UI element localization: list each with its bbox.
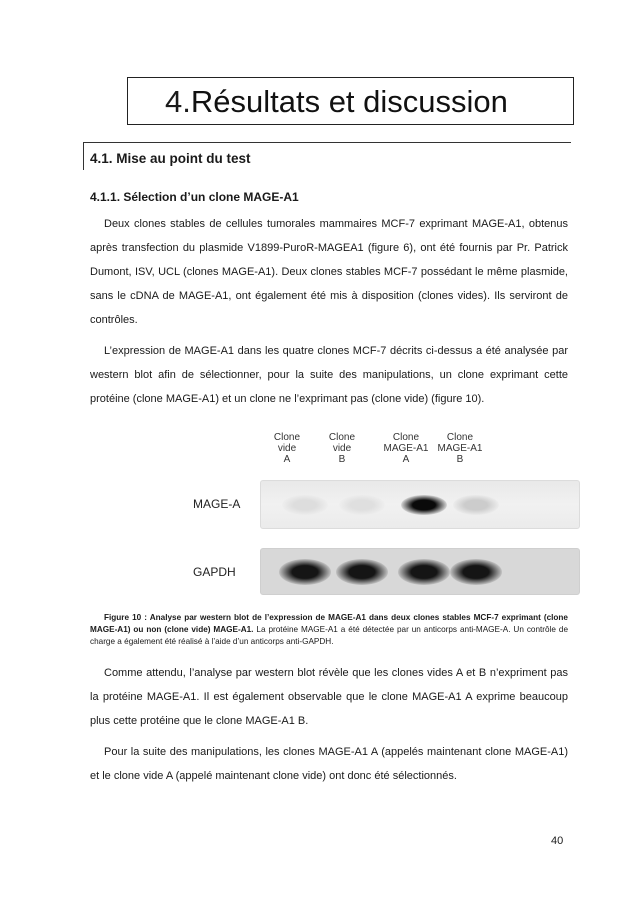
blot-band <box>336 559 388 585</box>
lane-label-4 <box>431 432 489 465</box>
figure-caption-title: Figure 10 : Analyse par western blot de l’expression de MAGE-A1 dans deux clones stables MCF-7 exprimant (clone MAGE-A1) ou non (clone vide) MAGE-A1. <box>90 613 568 634</box>
lane-3-line-2: MAGE-A1 <box>383 443 429 454</box>
blot-band <box>453 495 499 515</box>
blot-band <box>282 495 328 515</box>
blot-mage-a <box>260 480 580 529</box>
lane-1-line-3: A <box>283 454 291 465</box>
section-heading: 4.1. Mise au point du test <box>90 151 251 166</box>
paragraph-3: Comme attendu, l’analyse par western blot révèle que les clones vides A et B n’expriment pas la protéine MAGE-A1. Il est également observable que le clone MAGE-A1 A exprime beaucoup plus cette protéine que le clone MAGE-A1 B. <box>90 667 568 727</box>
lane-3-line-1: Clone <box>392 432 420 443</box>
blot-label-mage: MAGE-A <box>193 497 241 511</box>
blot-band <box>450 559 502 585</box>
lane-label-3 <box>377 432 435 465</box>
page-number: 40 <box>551 835 564 847</box>
section-rule-horizontal <box>83 142 571 143</box>
figure-caption <box>90 612 568 648</box>
paragraph-2: L’expression de MAGE-A1 dans les quatre clones MCF-7 décrits ci-dessus a été analysée par western blot afin de sélectionner, pour la suite des manipulations, un clone exprimant cette protéine (clone MAGE-A1) et un clone ne l’exprimant pas (clone vide) (figure 10). <box>90 345 568 405</box>
blot-gapdh <box>260 548 580 595</box>
lane-1-line-2: vide <box>277 443 297 454</box>
lane-2-line-2: vide <box>332 443 352 454</box>
blot-band <box>401 495 447 515</box>
chapter-title-text: Résultats et discussion <box>190 84 508 119</box>
lane-label-2 <box>313 432 371 465</box>
chapter-title <box>165 84 508 120</box>
lane-3-line-3: A <box>402 454 410 465</box>
blot-band <box>398 559 450 585</box>
lane-4-line-2: MAGE-A1 <box>437 443 483 454</box>
lane-1-line-1: Clone <box>273 432 301 443</box>
lane-2-line-1: Clone <box>328 432 356 443</box>
section-rule-vertical <box>83 142 84 170</box>
blot-band <box>279 559 331 585</box>
blot-label-gapdh: GAPDH <box>193 565 236 579</box>
paragraph-4: Pour la suite des manipulations, les clones MAGE-A1 A (appelés maintenant clone MAGE-A1) et le clone vide A (appelé maintenant clone vide) ont donc été sélectionnés. <box>90 746 568 782</box>
paragraph-1: Deux clones stables de cellules tumorales mammaires MCF-7 exprimant MAGE-A1, obtenus après transfection du plasmide V1899-PuroR-MAGEA1 (figure 6), ont été fournis par Pr. Patrick Dumont, ISV, UCL (clones MAGE-A1). Deux clones stables MCF-7 possédant le même plasmide, sans le cDNA de MAGE-A1, ont également été mis à disposition (clones vides). Ils serviront de contrôles. <box>90 218 568 326</box>
subsection-heading: 4.1.1. Sélection d’un clone MAGE-A1 <box>90 190 299 204</box>
lane-label-1 <box>258 432 316 465</box>
lane-2-line-3: B <box>338 454 346 465</box>
lane-4-line-1: Clone <box>446 432 474 443</box>
blot-band <box>339 495 385 515</box>
chapter-number: 4. <box>165 84 191 119</box>
figure-caption-body: La protéine MAGE-A1 a été détectée par un anticorps anti-MAGE-A. Un contrôle de charge a également été réalisé à l’aide d’un anticorps anti-GAPDH. <box>90 625 568 646</box>
lane-4-line-3: B <box>456 454 464 465</box>
